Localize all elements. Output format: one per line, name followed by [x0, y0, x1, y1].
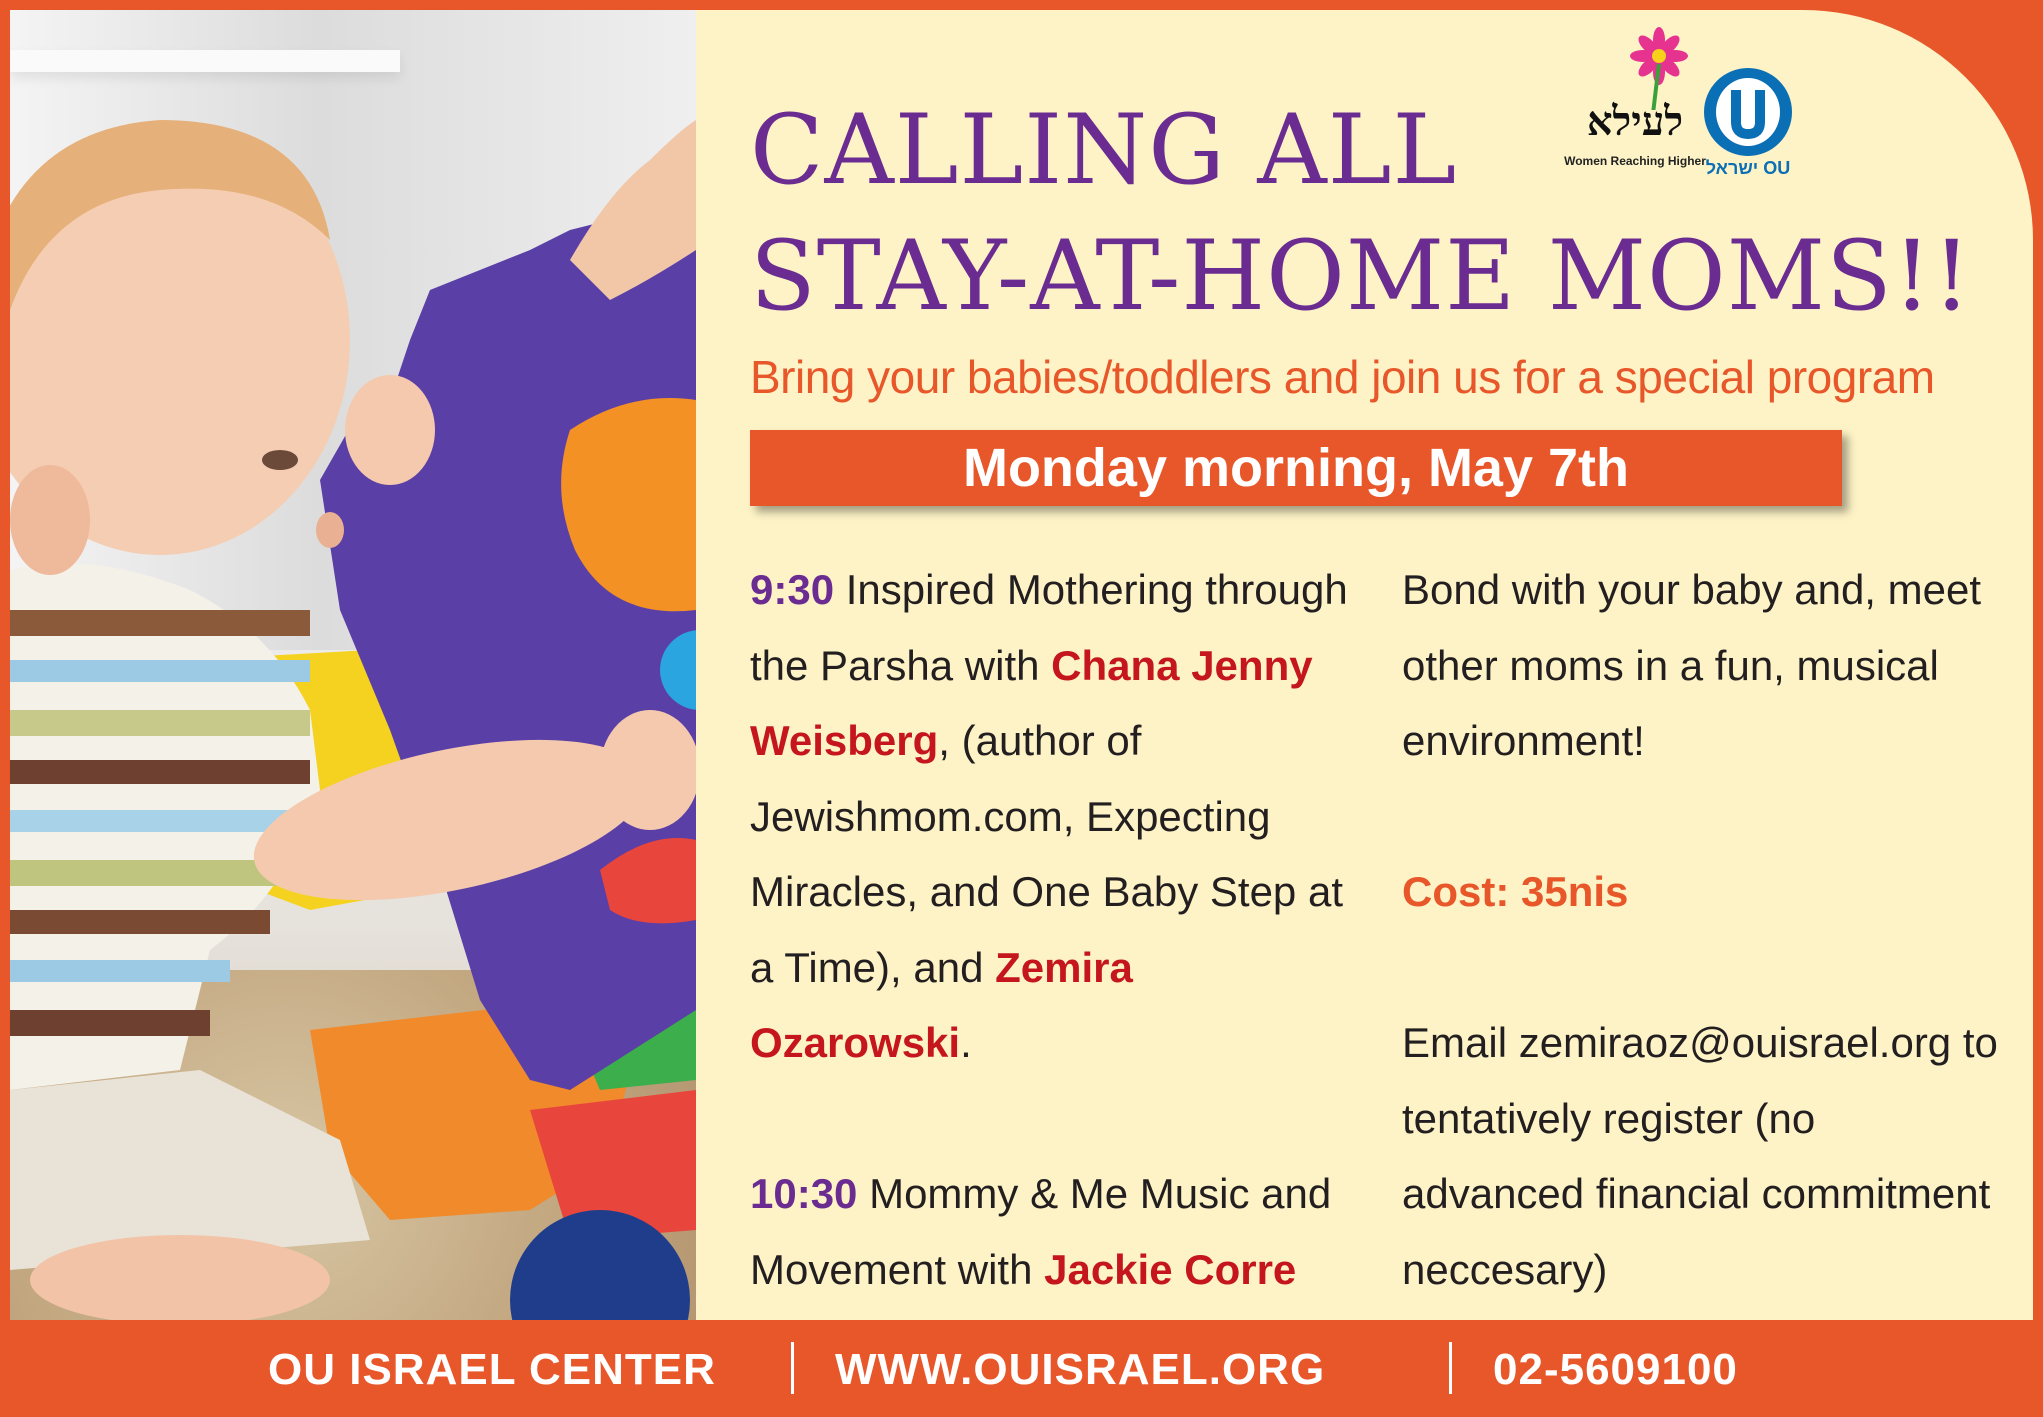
date-banner: [750, 430, 1842, 506]
spacer: [1402, 930, 2002, 1006]
spacer: [1402, 779, 2002, 855]
content-panel: [10, 10, 2033, 1320]
session-930-text-3: .: [960, 1019, 972, 1066]
subtitle: Bring your babies/toddlers and join us for a special program: [750, 351, 1935, 403]
footer-phone: 02-5609100: [1493, 1345, 1738, 1394]
date-banner-text: Monday morning, May 7th: [962, 438, 1630, 498]
cost-text: Cost: 35nis: [1402, 868, 1629, 915]
session-930-text-1: Inspired Mothering through the Parsha with: [750, 566, 1348, 689]
leila-hebrew-text: לעילא: [1586, 98, 1684, 145]
ou-israel-label: OU ישראל: [1705, 158, 1791, 178]
speaker-zemira-ozarowski: Zemira Ozarowski: [750, 943, 1133, 1066]
speaker-chana-jenny-weisberg: Chana Jenny Weisberg: [750, 641, 1313, 764]
ou-symbol-icon: [1700, 66, 1796, 158]
session-930-time: 9:30: [750, 566, 835, 613]
headline-line-2: STAY-AT-HOME MOMS!!: [750, 220, 1972, 332]
footer-divider: [1449, 1342, 1452, 1394]
session-1030: [750, 1156, 1350, 1320]
schedule-column: [750, 552, 1350, 1320]
info-column: [1402, 552, 2002, 1307]
footer-divider: [791, 1342, 794, 1394]
register-text: Email zemiraoz@ouisrael.org to tentatively register (no advanced financial commitment neccesary): [1402, 1019, 1998, 1293]
session-930: [750, 552, 1350, 1081]
flower-icon: [1555, 20, 1715, 110]
leila-tagline: Women Reaching Higher: [1564, 154, 1706, 168]
session-930-text-2: , (author of Jewishmom.com, Expecting Miracles, and One Baby Step at a Time), and: [750, 717, 1343, 991]
footer-bar: [0, 1320, 2043, 1417]
headline-line-1: CALLING ALL: [750, 94, 1458, 206]
footer-website-link[interactable]: WWW.OUISRAEL.ORG: [835, 1345, 1326, 1394]
intro-text: Bond with your baby and, meet other moms in a fun, musical environment!: [1402, 566, 1982, 764]
speaker-jackie-corre: Jackie Corre: [1044, 1245, 1297, 1293]
session-1030-time: 10:30: [750, 1170, 858, 1217]
footer-center-name: OU ISRAEL CENTER: [268, 1345, 716, 1394]
session-1030-text: Mommy & Me Music and Movement with: [750, 1170, 1332, 1293]
leila-logo: [1555, 20, 1715, 170]
spacer: [750, 1081, 1350, 1157]
text-area: [10, 10, 2033, 1320]
ou-israel-logo: [1700, 66, 1796, 186]
